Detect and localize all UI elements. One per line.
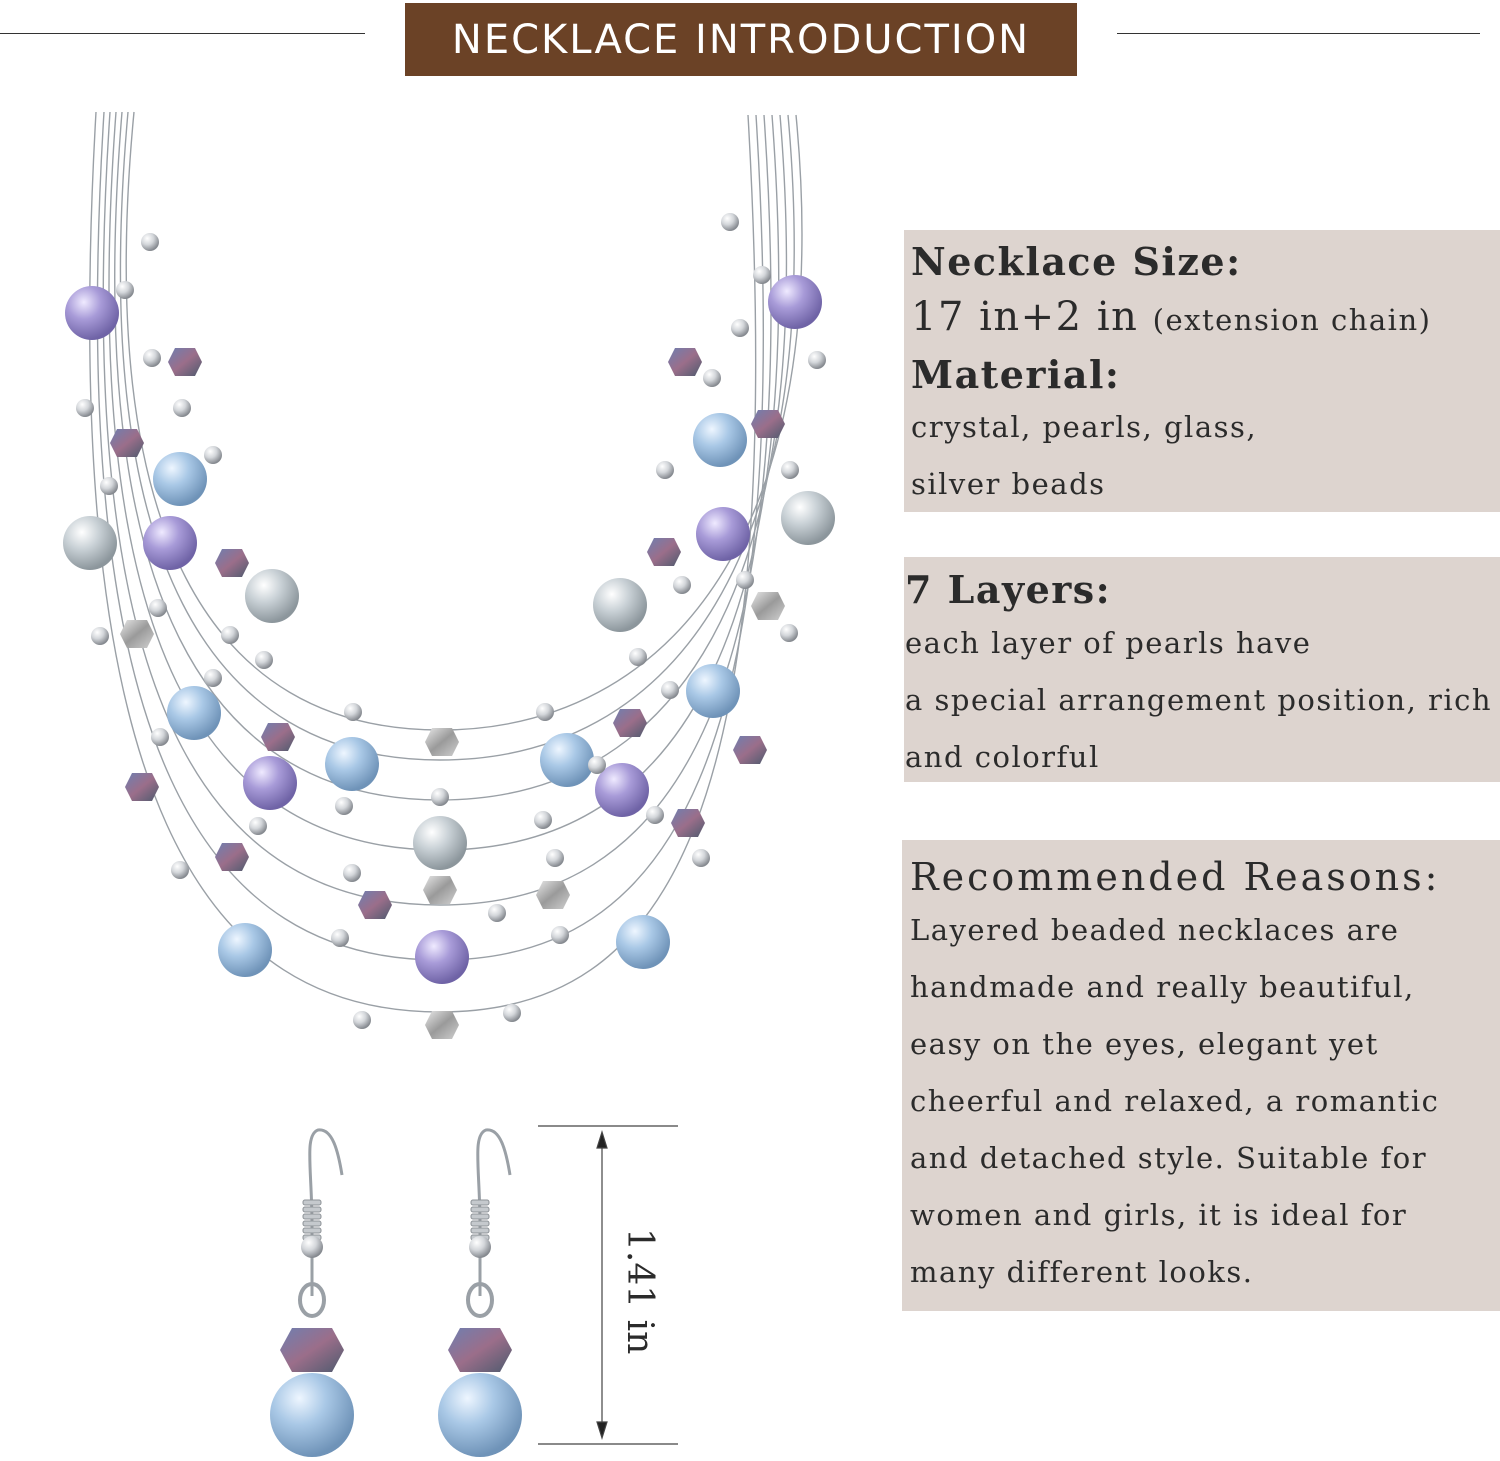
- pearl-bead: [218, 923, 272, 977]
- crystal-bead: [423, 876, 457, 904]
- silver-bead: [646, 806, 664, 824]
- silver-bead: [736, 571, 754, 589]
- silver-bead: [692, 849, 710, 867]
- silver-bead: [255, 651, 273, 669]
- pearl-bead: [143, 516, 197, 570]
- pearl-bead: [413, 816, 467, 870]
- layers-panel: [904, 557, 1500, 782]
- pearl-bead: [693, 413, 747, 467]
- crystal-bead: [168, 348, 202, 376]
- silver-bead: [661, 681, 679, 699]
- pearl-bead: [616, 915, 670, 969]
- pearl-bead: [153, 452, 207, 506]
- crystal-bead: [261, 723, 295, 751]
- pearl-bead: [63, 516, 117, 570]
- earring-coil: [303, 1221, 321, 1226]
- necklace-illustration: [0, 100, 880, 1461]
- silver-bead: [781, 461, 799, 479]
- silver-bead: [143, 349, 161, 367]
- reasons-line: women and girls, it is ideal for: [910, 1198, 1408, 1232]
- pearl-bead: [415, 930, 469, 984]
- reasons-heading: Recommended Reasons:: [910, 855, 1441, 899]
- silver-bead: [100, 477, 118, 495]
- silver-bead: [503, 1004, 521, 1022]
- silver-bead: [149, 599, 167, 617]
- earring-pearl: [438, 1373, 522, 1457]
- crystal-bead: [668, 348, 702, 376]
- crystal-bead: [647, 538, 681, 566]
- silver-bead: [731, 319, 749, 337]
- silver-bead: [91, 627, 109, 645]
- earring-dimension-label: 1.41 in: [619, 1228, 660, 1355]
- crystal-bead: [425, 1011, 459, 1039]
- earring-pearl: [270, 1373, 354, 1457]
- silver-bead: [808, 351, 826, 369]
- earring-coil: [471, 1200, 489, 1205]
- reasons-line: Layered beaded necklaces are: [910, 913, 1400, 947]
- crystal-bead: [425, 728, 459, 756]
- reasons-line: many different looks.: [910, 1255, 1254, 1289]
- crystal-bead: [751, 410, 785, 438]
- pearl-bead: [768, 275, 822, 329]
- crystal-bead: [215, 843, 249, 871]
- reasons-line: easy on the eyes, elegant yet: [910, 1027, 1379, 1061]
- silver-bead: [546, 849, 564, 867]
- silver-bead: [344, 703, 362, 721]
- pearl-bead: [167, 686, 221, 740]
- silver-bead: [551, 926, 569, 944]
- crystal-bead: [358, 891, 392, 919]
- silver-bead: [588, 756, 606, 774]
- earring-coil: [471, 1207, 489, 1212]
- silver-bead: [353, 1011, 371, 1029]
- reasons-panel: [902, 840, 1500, 1311]
- earring-coil: [471, 1228, 489, 1233]
- silver-bead: [536, 703, 554, 721]
- header-left-rule: [0, 33, 365, 34]
- crystal-bead: [125, 773, 159, 801]
- layers-line: and colorful: [905, 740, 1100, 774]
- earring-crystal: [448, 1328, 512, 1372]
- silver-bead: [629, 648, 647, 666]
- silver-bead: [116, 281, 134, 299]
- silver-bead: [204, 669, 222, 687]
- reasons-line: handmade and really beautiful,: [910, 970, 1415, 1004]
- crystal-bead: [751, 592, 785, 620]
- material-line: crystal, pearls, glass,: [911, 410, 1258, 444]
- earring-coil: [303, 1207, 321, 1212]
- earring-silver-bead: [301, 1236, 323, 1258]
- silver-bead: [171, 861, 189, 879]
- pearl-bead: [696, 507, 750, 561]
- silver-bead: [534, 811, 552, 829]
- layers-line: a special arrangement position, rich: [905, 683, 1493, 717]
- silver-bead: [488, 904, 506, 922]
- silver-bead: [249, 817, 267, 835]
- necklace-beads: [63, 213, 835, 1039]
- silver-bead: [221, 626, 239, 644]
- layers-line: each layer of pearls have: [905, 626, 1312, 660]
- silver-bead: [721, 213, 739, 231]
- pearl-bead: [686, 664, 740, 718]
- silver-bead: [141, 233, 159, 251]
- crystal-bead: [110, 429, 144, 457]
- crystal-bead: [613, 709, 647, 737]
- silver-bead: [335, 797, 353, 815]
- silver-bead: [173, 399, 191, 417]
- earring-coil: [303, 1228, 321, 1233]
- pearl-bead: [245, 569, 299, 623]
- necklace-strand: [120, 112, 794, 760]
- material-heading: Material:: [911, 352, 1121, 397]
- necklace-strand: [103, 112, 771, 905]
- crystal-bead: [120, 620, 154, 648]
- silver-bead: [431, 788, 449, 806]
- header-title: NECKLACE INTRODUCTION: [451, 16, 1031, 63]
- earring-hook: [478, 1130, 510, 1296]
- silver-bead: [151, 728, 169, 746]
- reasons-line: and detached style. Suitable for: [910, 1141, 1428, 1175]
- silver-bead: [780, 624, 798, 642]
- size-material-panel: [904, 230, 1500, 512]
- earring-coil: [303, 1200, 321, 1205]
- earring-coil: [471, 1221, 489, 1226]
- crystal-bead: [536, 881, 570, 909]
- size-note: (extension chain): [1152, 303, 1432, 337]
- earring-silver-bead: [469, 1236, 491, 1258]
- layers-heading: 7 Layers:: [905, 567, 1112, 612]
- crystal-bead: [733, 736, 767, 764]
- size-value: 17 in+2 in: [911, 294, 1139, 340]
- header-right-rule: [1117, 33, 1480, 34]
- silver-bead: [331, 929, 349, 947]
- pearl-bead: [243, 756, 297, 810]
- reasons-line: cheerful and relaxed, a romantic: [910, 1084, 1440, 1118]
- crystal-bead: [671, 809, 705, 837]
- pearl-bead: [540, 733, 594, 787]
- silver-bead: [656, 461, 674, 479]
- silver-bead: [703, 369, 721, 387]
- size-heading: Necklace Size:: [911, 239, 1242, 284]
- silver-bead: [343, 864, 361, 882]
- silver-bead: [753, 266, 771, 284]
- pearl-bead: [593, 578, 647, 632]
- silver-bead: [673, 576, 691, 594]
- silver-bead: [76, 399, 94, 417]
- earring-crystal: [280, 1328, 344, 1372]
- earring-coil: [471, 1214, 489, 1219]
- crystal-bead: [215, 549, 249, 577]
- silver-bead: [204, 446, 222, 464]
- earrings: [270, 1130, 522, 1457]
- pearl-bead: [65, 286, 119, 340]
- material-line: silver beads: [911, 467, 1106, 501]
- pearl-bead: [781, 491, 835, 545]
- header-title-bar: [405, 3, 1077, 76]
- pearl-bead: [325, 737, 379, 791]
- earring-coil: [303, 1214, 321, 1219]
- earring-hook: [310, 1130, 342, 1296]
